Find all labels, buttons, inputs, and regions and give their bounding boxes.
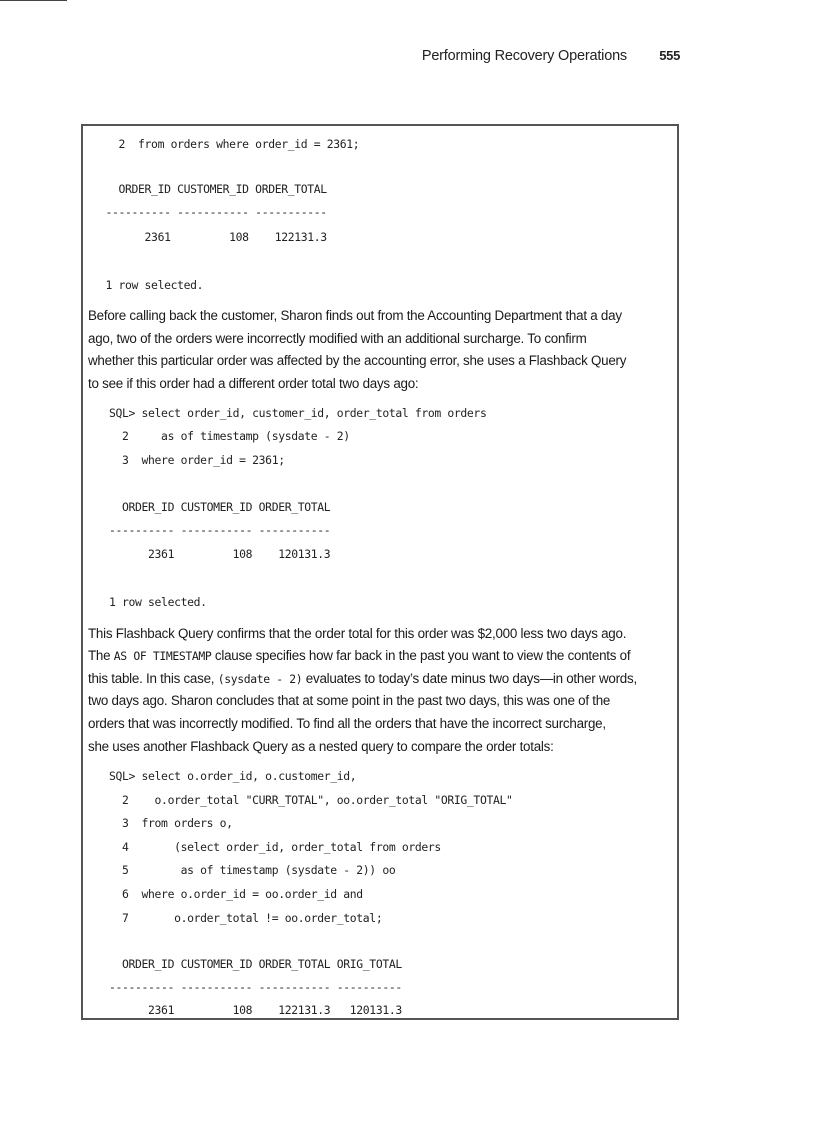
paragraph-line — [88, 671, 637, 687]
text-run: evaluates to today’s date minus two days—in other words, — [302, 671, 637, 686]
code-line: ORDER_ID CUSTOMER_ID ORDER_TOTAL ORIG_TOTAL — [109, 957, 402, 971]
paragraph-line: Before calling back the customer, Sharon finds out from the Accounting Department that a day — [88, 308, 622, 323]
code-line: 1 row selected. — [99, 278, 204, 292]
code-line: SQL> select order_id, customer_id, order_total from orders — [109, 406, 487, 420]
paragraph-line — [88, 648, 630, 664]
inline-code: (sysdate - 2) — [217, 672, 303, 686]
paragraph-line: This Flashback Query confirms that the order total for this order was $2,000 less two days ago. — [88, 626, 627, 641]
code-line: 2 as of timestamp (sysdate - 2) — [109, 429, 350, 443]
content-frame — [81, 124, 679, 1020]
code-line: 2361 108 120131.3 — [109, 547, 331, 561]
page-number: 555 — [659, 48, 680, 63]
running-head — [400, 48, 680, 66]
code-line: 4 (select order_id, order_total from orders — [109, 840, 441, 854]
paragraph-line: ago, two of the orders were incorrectly modified with an additional surcharge. To confirm — [88, 331, 587, 346]
code-line: SQL> select o.order_id, o.customer_id, — [109, 769, 357, 783]
corner-rule — [0, 0, 67, 1]
code-line: 3 from orders o, — [109, 816, 233, 830]
code-line: ORDER_ID CUSTOMER_ID ORDER_TOTAL — [99, 182, 327, 196]
paragraph-line: whether this particular order was affected by the accounting error, she uses a Flashback Query — [88, 353, 627, 368]
code-line: ORDER_ID CUSTOMER_ID ORDER_TOTAL — [109, 500, 331, 514]
code-line: ---------- ----------- ----------- ---------- — [109, 980, 402, 994]
code-line: 2 from orders where order_id = 2361; — [99, 137, 360, 151]
code-line: 5 as of timestamp (sysdate - 2)) oo — [109, 863, 396, 877]
text-run: clause specifies how far back in the past you want to view the contents of — [211, 648, 631, 663]
code-line: 6 where o.order_id = oo.order_id and — [109, 887, 363, 901]
code-line: 2361 108 122131.3 120131.3 — [109, 1003, 402, 1017]
chapter-title: Performing Recovery Operations — [421, 48, 627, 64]
text-run: The — [88, 648, 114, 663]
code-line: 1 row selected. — [109, 595, 207, 609]
code-line: ---------- ----------- ----------- — [99, 205, 327, 219]
code-line: 2361 108 122131.3 — [99, 230, 327, 244]
code-line: 7 o.order_total != oo.order_total; — [109, 911, 383, 925]
code-line: ---------- ----------- ----------- — [109, 523, 331, 537]
paragraph-line: to see if this order had a different order total two days ago: — [88, 376, 419, 391]
paragraph-line: she uses another Flashback Query as a nested query to compare the order totals: — [88, 739, 554, 754]
paragraph-line: two days ago. Sharon concludes that at some point in the past two days, this was one of the — [88, 693, 611, 708]
code-line: 2 o.order_total "CURR_TOTAL", oo.order_total "ORIG_TOTAL" — [109, 793, 513, 807]
paragraph-line: orders that was incorrectly modified. To find all the orders that have the incorrect surcharge, — [88, 716, 606, 731]
inline-code: AS OF TIMESTAMP — [113, 649, 212, 663]
code-line: 3 where order_id = 2361; — [109, 453, 285, 467]
text-run: this table. In this case, — [88, 671, 218, 686]
